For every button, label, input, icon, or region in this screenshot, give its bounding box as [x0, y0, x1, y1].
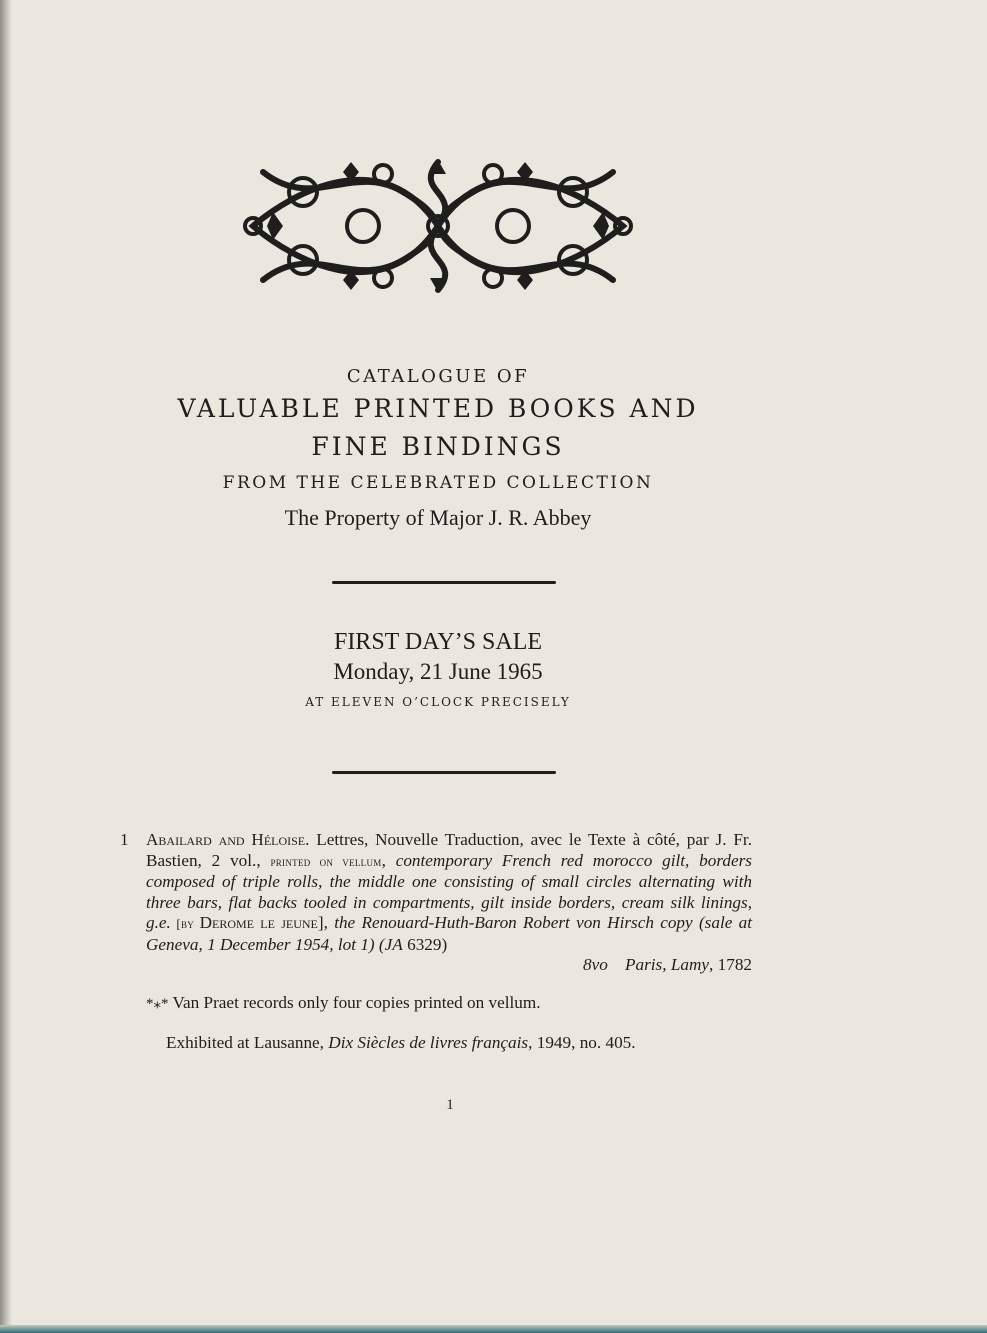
lot-separator: , — [381, 850, 396, 870]
page-bottom-edge — [0, 1325, 987, 1333]
vellum-note-text: Van Praet records only four copies printed on vellum. — [172, 993, 541, 1012]
lot-author: Abailard and Héloise — [146, 830, 306, 849]
lot-sale-place: Geneva — [146, 934, 199, 954]
sale-day-heading: FIRST DAY’S SALE — [333, 629, 543, 655]
lot-sale-open: (sale at — [692, 913, 752, 932]
lot-bracket-close: ], — [317, 913, 335, 932]
exhibition-prefix: Exhibited at Lausanne, — [166, 1033, 329, 1052]
asterism-icon: *⁎* — [146, 996, 169, 1012]
lot-number: 1 — [120, 830, 129, 849]
lot-sale-date: , 1 December 1954, lot 1) ( — [198, 934, 385, 954]
lot-entry — [120, 830, 752, 976]
lot-title: . Lettres, Nouvelle Traduction, avec le Texte à côté, par J. Fr. Bastien, 2 vol., — [146, 830, 753, 870]
owner-line: The Property of Major J. R. Abbey — [284, 505, 592, 530]
divider-rule-bottom — [332, 771, 556, 774]
lot-format: 8vo — [582, 955, 608, 974]
catalogue-of-heading: CATALOGUE OF — [346, 366, 530, 387]
vellum-note — [146, 993, 541, 1013]
collection-subtitle: FROM THE CELEBRATED COLLECTION — [222, 473, 654, 493]
lot-ref-number: 6329) — [402, 934, 448, 954]
lot-provenance: the Renouard-Huth-Baron Robert von Hirsch copy — [334, 913, 693, 932]
lot-imprint-place: Paris, Lamy — [624, 955, 710, 974]
lot-imprint-year: , 1782 — [709, 955, 752, 974]
lot-binder: Derome le jeune — [199, 913, 318, 932]
divider-rule-top — [332, 581, 556, 584]
sale-time: AT ELEVEN O’CLOCK PRECISELY — [305, 695, 571, 709]
lot-description — [146, 830, 752, 976]
catalogue-title-line2: FINE BINDINGS — [311, 432, 565, 461]
lot-bracket-open: [by — [170, 916, 200, 931]
lot-ref-code: JA — [384, 934, 403, 954]
exhibition-suffix: , 1949, no. 405. — [528, 1033, 636, 1052]
sale-date: Monday, 21 June 1965 — [333, 659, 543, 684]
lot-vellum: printed on vellum — [270, 853, 382, 869]
catalogue-title-line1: VALUABLE PRINTED BOOKS AND — [177, 394, 699, 423]
ornamental-headpiece — [233, 152, 643, 300]
exhibition-note — [166, 1033, 636, 1053]
lot-binding: contemporary French red morocco gilt, borders composed of triple rolls, the middle one consisting of small circles alternating with three bars, flat backs tooled in compartments, gilt inside borders, cream silk linings, g.e. — [146, 850, 752, 932]
exhibition-title: Dix Siècles de livres français — [328, 1033, 529, 1052]
page-number: 1 — [446, 1097, 454, 1113]
lot-imprint-line — [146, 955, 752, 976]
